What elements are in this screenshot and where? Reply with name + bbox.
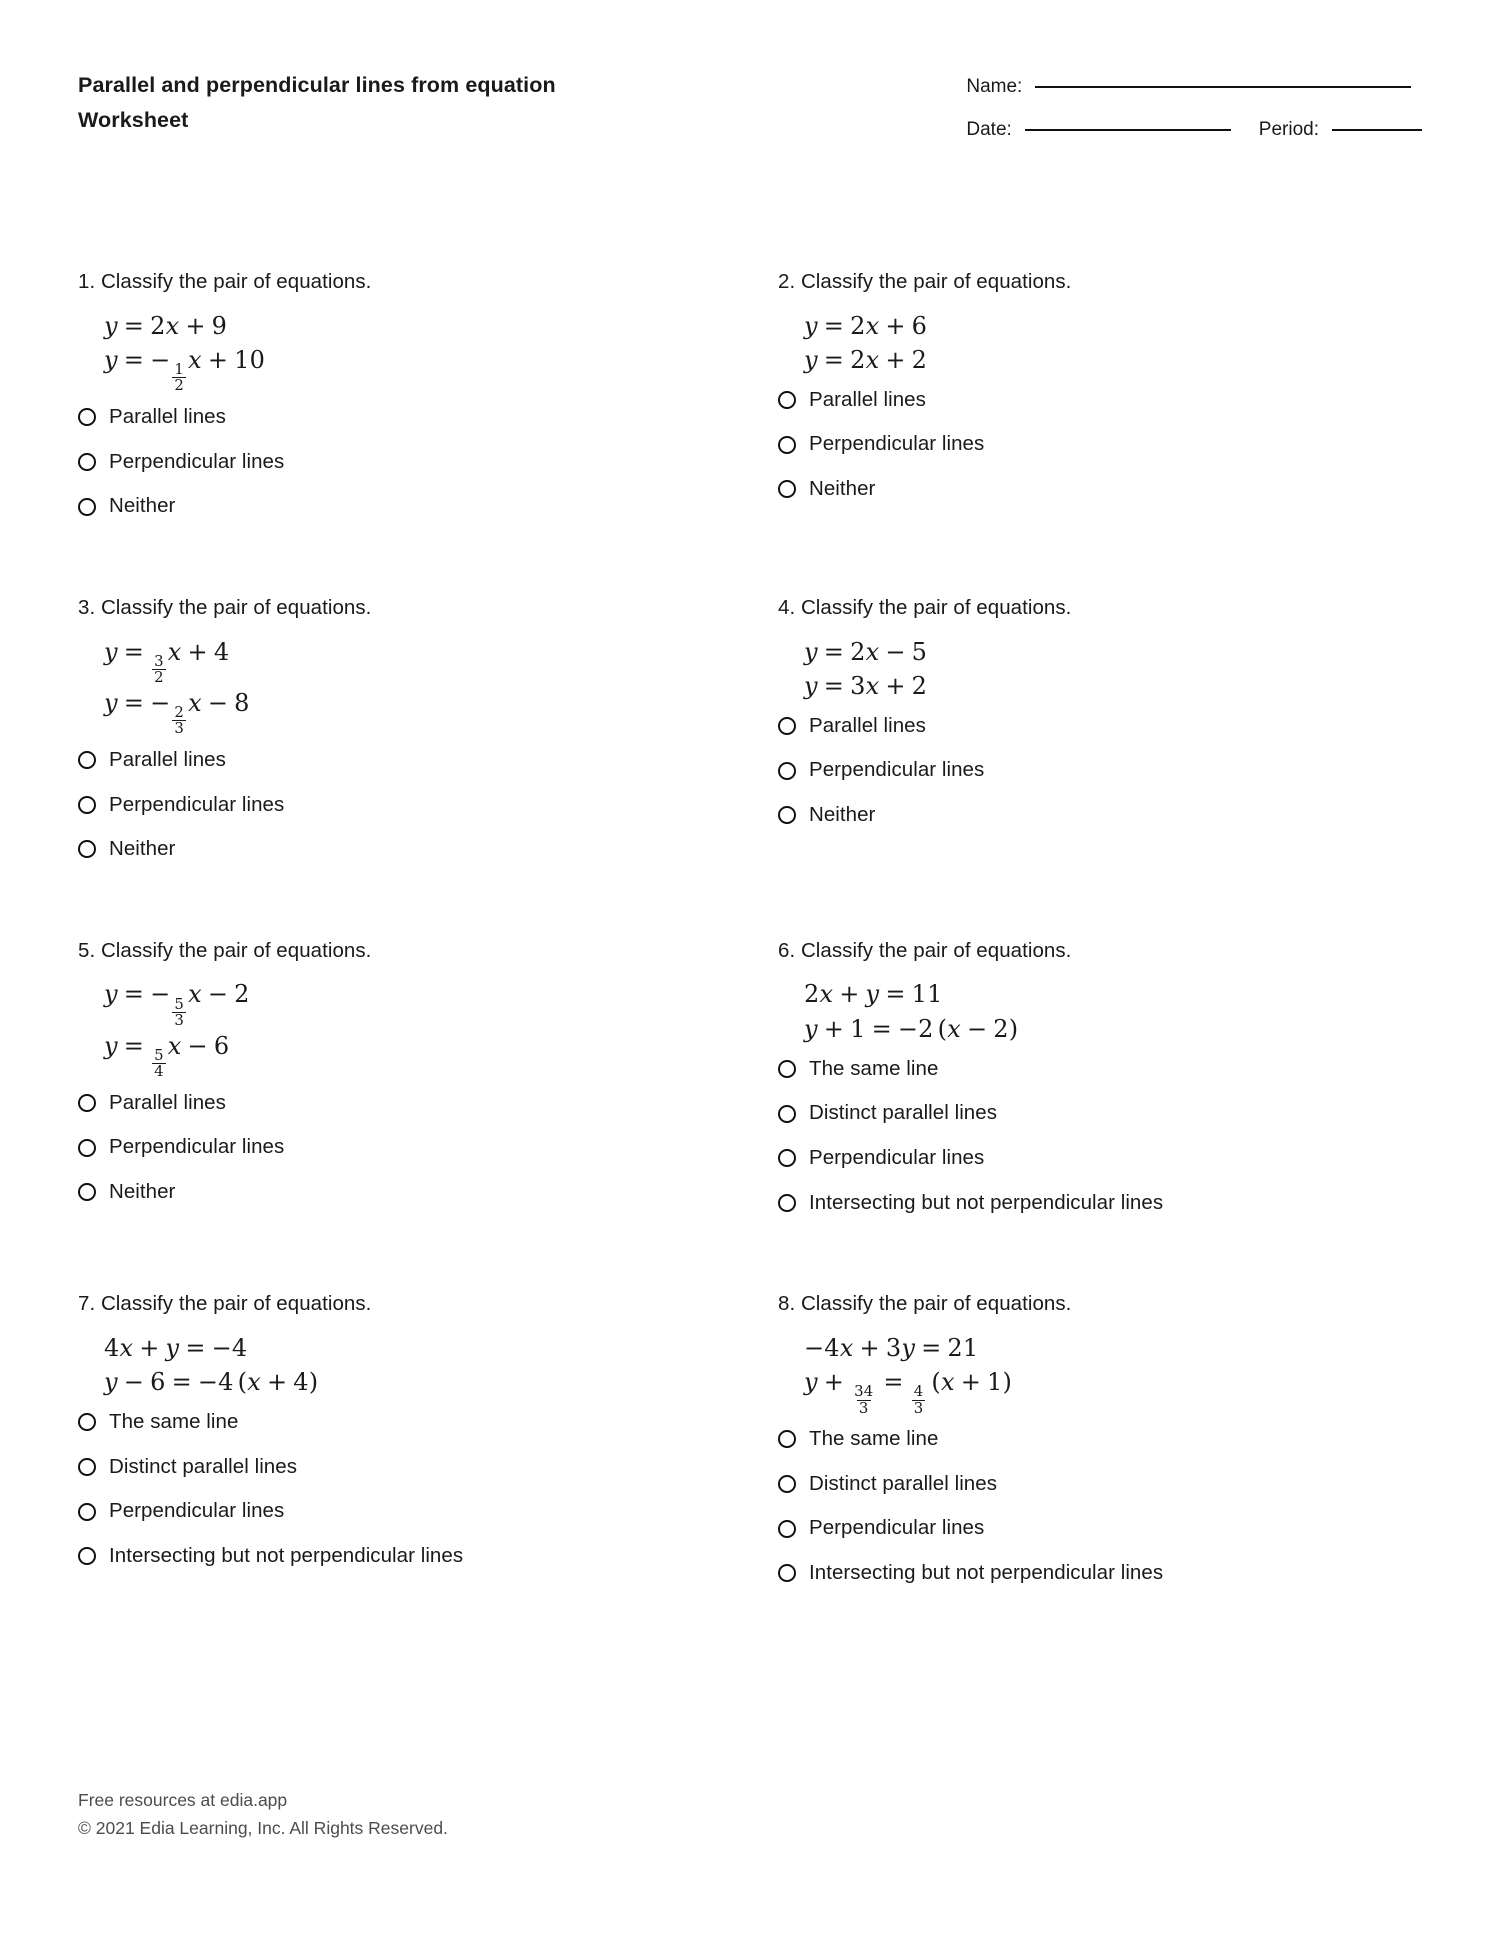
radio-icon[interactable]	[78, 1183, 96, 1201]
option-label: Neither	[809, 802, 876, 826]
date-label: Date:	[966, 119, 1012, 140]
option-1-1[interactable]	[78, 404, 762, 431]
option-7-4[interactable]	[78, 1543, 762, 1570]
radio-icon[interactable]	[78, 1503, 96, 1521]
question-5	[78, 937, 778, 1234]
date-period-row	[966, 119, 1422, 141]
radio-icon[interactable]	[78, 751, 96, 769]
equation-4b: y = 3x + 2	[804, 671, 928, 700]
question-7-options	[78, 1409, 762, 1570]
row-spacer	[78, 538, 778, 594]
question-1	[78, 268, 778, 538]
option-label: Neither	[109, 494, 176, 518]
equation-1b: y = − $\frac{1}{2}$ x + 10	[104, 345, 266, 395]
option-label: Perpendicular lines	[109, 792, 285, 816]
page-footer	[78, 1786, 448, 1843]
radio-icon[interactable]	[78, 840, 96, 858]
option-5-3[interactable]	[78, 1179, 762, 1206]
equation-4a: y = 2x − 5	[804, 637, 928, 666]
question-4-options	[778, 713, 1406, 829]
question-6	[778, 937, 1422, 1234]
radio-icon[interactable]	[78, 1547, 96, 1565]
question-2-options	[778, 387, 1406, 503]
option-label: Perpendicular lines	[109, 1135, 285, 1159]
radio-icon[interactable]	[778, 1475, 796, 1493]
option-2-1[interactable]	[778, 387, 1406, 414]
question-3-options	[78, 747, 762, 863]
radio-icon[interactable]	[778, 1564, 796, 1582]
equation-8a: −4x + 3y = 21	[804, 1333, 979, 1362]
radio-icon[interactable]	[78, 1413, 96, 1431]
option-6-2[interactable]	[778, 1100, 1406, 1127]
question-6-prompt: 6. Classify the pair of equations.	[778, 938, 1072, 962]
question-2-equations	[804, 309, 1406, 377]
question-3	[78, 594, 778, 881]
option-label: The same line	[109, 1410, 239, 1433]
radio-icon[interactable]	[778, 1149, 796, 1167]
option-label: The same line	[809, 1056, 939, 1080]
option-label: Distinct parallel lines	[809, 1101, 998, 1125]
question-4-prompt: 4. Classify the pair of equations.	[778, 595, 1072, 619]
equation-3a: y = $\frac{3}{2}$ x + 4	[104, 637, 230, 687]
name-label: Name:	[966, 76, 1023, 97]
radio-icon[interactable]	[78, 453, 96, 471]
option-3-1[interactable]	[78, 747, 762, 774]
radio-icon[interactable]	[78, 1139, 96, 1157]
option-label: Perpendicular lines	[809, 432, 985, 456]
radio-icon[interactable]	[78, 408, 96, 426]
question-2-prompt: 2. Classify the pair of equations.	[778, 270, 1072, 293]
equation-8b: y + $\frac{34}{3}$ = $\frac{4}{3}$ (x + 1)	[804, 1367, 1013, 1417]
radio-icon[interactable]	[78, 498, 96, 516]
option-5-1[interactable]	[78, 1090, 762, 1117]
equation-3b: y = − $\frac{2}{3}$ x − 8	[104, 688, 250, 738]
question-3-equations	[104, 635, 762, 737]
radio-icon[interactable]	[78, 796, 96, 814]
question-7-prompt: 7. Classify the pair of equations.	[78, 1292, 372, 1316]
option-label: Intersecting but not perpendicular lines	[109, 1543, 464, 1567]
equation-7b: y − 6 = −4 (x + 4)	[104, 1367, 319, 1396]
equation-7a: 4x + y = −4	[104, 1333, 248, 1362]
option-label: Neither	[109, 837, 176, 861]
question-1-options	[78, 404, 762, 520]
radio-icon[interactable]	[778, 762, 796, 780]
radio-icon[interactable]	[778, 1520, 796, 1538]
radio-icon[interactable]	[78, 1094, 96, 1112]
option-7-2[interactable]	[78, 1454, 762, 1481]
question-3-prompt: 3. Classify the pair of equations.	[78, 595, 372, 619]
worksheet-header	[78, 68, 1422, 141]
name-input-line[interactable]	[1035, 86, 1411, 88]
name-row	[966, 76, 1422, 98]
option-4-2[interactable]	[778, 757, 1406, 784]
question-7	[78, 1290, 778, 1604]
question-6-equations	[804, 977, 1406, 1045]
equation-2a: y = 2x + 6	[804, 311, 928, 340]
question-1-equations	[104, 309, 762, 394]
question-1-prompt: 1. Classify the pair of equations.	[78, 270, 372, 293]
option-label: Neither	[809, 477, 876, 501]
question-8-options	[778, 1426, 1406, 1587]
option-label: The same line	[809, 1427, 939, 1451]
option-8-1[interactable]	[778, 1426, 1406, 1453]
radio-icon[interactable]	[778, 1105, 796, 1123]
option-label: Intersecting but not perpendicular lines	[809, 1190, 1164, 1214]
footer-copyright-line: © 2021 Edia Learning, Inc. All Rights Reserved.	[78, 1818, 448, 1839]
option-label: Parallel lines	[809, 713, 926, 737]
option-6-4[interactable]	[778, 1190, 1406, 1217]
question-6-options	[778, 1056, 1406, 1217]
question-2	[778, 268, 1422, 538]
question-5-equations	[104, 977, 762, 1079]
period-input-line[interactable]	[1332, 129, 1422, 131]
option-label: Perpendicular lines	[809, 1516, 985, 1540]
option-label: Parallel lines	[809, 387, 926, 411]
option-label: Distinct parallel lines	[809, 1471, 998, 1495]
option-label: Perpendicular lines	[809, 1145, 985, 1169]
option-label: Neither	[109, 1180, 176, 1204]
student-info-block	[966, 68, 1422, 141]
row-spacer	[778, 1234, 1422, 1290]
period-label: Period:	[1258, 119, 1319, 140]
option-8-2[interactable]	[778, 1471, 1406, 1498]
question-8	[778, 1290, 1422, 1604]
page-title	[78, 68, 556, 138]
option-label: Perpendicular lines	[809, 758, 985, 782]
option-3-3[interactable]	[78, 836, 762, 863]
question-5-prompt: 5. Classify the pair of equations.	[78, 938, 372, 962]
option-8-4[interactable]	[778, 1560, 1406, 1587]
option-2-2[interactable]	[778, 431, 1406, 458]
option-4-3[interactable]	[778, 802, 1406, 829]
question-4	[778, 594, 1422, 881]
option-1-2[interactable]	[78, 449, 762, 476]
option-3-2[interactable]	[78, 792, 762, 819]
option-label: Intersecting but not perpendicular lines	[809, 1561, 1164, 1585]
option-7-3[interactable]	[78, 1498, 762, 1525]
radio-icon[interactable]	[778, 1430, 796, 1448]
question-8-prompt: 8. Classify the pair of equations.	[778, 1292, 1072, 1316]
page-title-line-2: Worksheet	[78, 107, 189, 132]
option-label: Parallel lines	[109, 404, 226, 428]
radio-icon[interactable]	[778, 391, 796, 409]
option-8-3[interactable]	[778, 1515, 1406, 1542]
question-7-equations	[104, 1331, 762, 1399]
question-4-equations	[804, 635, 1406, 703]
option-6-3[interactable]	[778, 1145, 1406, 1172]
page-title-line-1: Parallel and perpendicular lines from equation	[78, 73, 556, 97]
radio-icon[interactable]	[78, 1458, 96, 1476]
question-5-options	[78, 1090, 762, 1206]
row-spacer	[778, 538, 1422, 594]
option-4-1[interactable]	[778, 713, 1406, 740]
radio-icon[interactable]	[778, 1194, 796, 1212]
equation-1a: y = 2x + 9	[104, 311, 228, 340]
radio-icon[interactable]	[778, 480, 796, 498]
option-6-1[interactable]	[778, 1056, 1406, 1083]
equation-2b: y = 2x + 2	[804, 345, 928, 374]
radio-icon[interactable]	[778, 806, 796, 824]
equation-5b: y = $\frac{5}{4}$ x − 6	[104, 1031, 230, 1081]
option-5-2[interactable]	[78, 1134, 762, 1161]
equation-6a: 2x + y = 11	[804, 980, 943, 1009]
equation-5a: y = − $\frac{5}{3}$ x − 2	[104, 980, 250, 1030]
option-label: Distinct parallel lines	[109, 1454, 298, 1478]
equation-6b: y + 1 = −2 (x − 2)	[804, 1014, 1019, 1043]
option-2-3[interactable]	[778, 476, 1406, 503]
option-label: Perpendicular lines	[109, 1499, 285, 1523]
question-8-equations	[804, 1331, 1406, 1416]
option-label: Parallel lines	[109, 1090, 226, 1114]
radio-icon[interactable]	[778, 436, 796, 454]
option-1-3[interactable]	[78, 493, 762, 520]
row-spacer	[78, 1234, 778, 1290]
radio-icon[interactable]	[778, 1060, 796, 1078]
date-input-line[interactable]	[1025, 129, 1231, 131]
footer-resources-line: Free resources at edia.app	[78, 1790, 288, 1810]
option-7-1[interactable]	[78, 1409, 762, 1436]
questions-grid	[78, 268, 1422, 1605]
option-label: Parallel lines	[109, 747, 226, 771]
row-spacer	[778, 881, 1422, 937]
row-spacer	[78, 881, 778, 937]
radio-icon[interactable]	[778, 717, 796, 735]
option-label: Perpendicular lines	[109, 449, 285, 473]
